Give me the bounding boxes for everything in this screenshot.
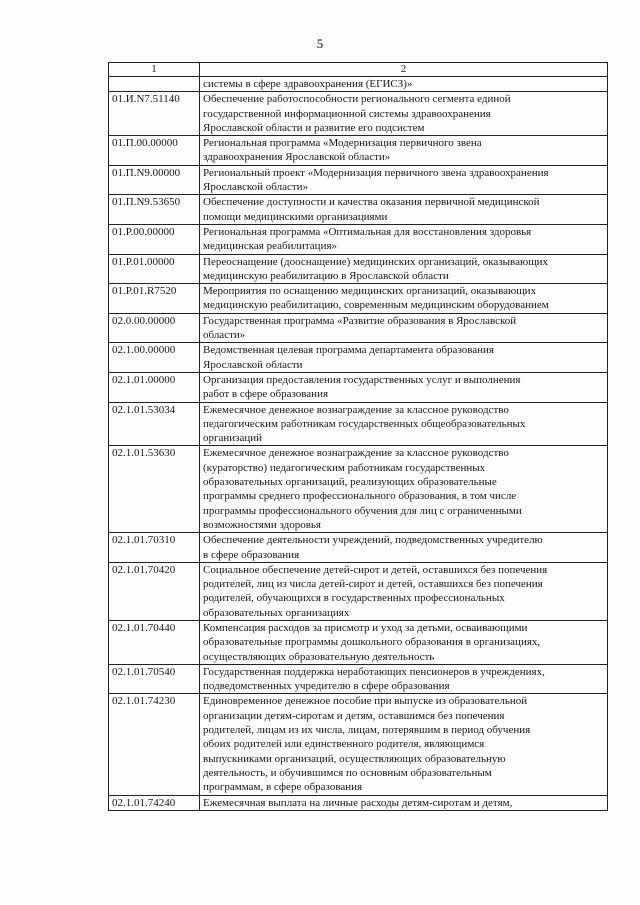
description-line: Обеспечение деятельности учреждений, подведомственных учредителю [203,534,543,547]
expense-description [200,136,608,166]
description-line: Компенсация расходов за присмотр и уход за детьми, осваивающими [203,621,528,634]
budget-code: 02.1.01.53630 [109,446,200,533]
description-line: организации детям-сиротам и детям, оставшимся без попечения [203,709,505,722]
description-line: Региональный проект «Модернизация первичного звена здравоохранения [203,166,549,179]
expense-description [200,402,608,446]
expense-description [200,694,608,795]
table-row [109,402,608,446]
budget-code: 01.Р.00.00000 [109,224,200,254]
description-line: Региональная программа «Оптимальная для восстановления здоровья [203,225,532,238]
budget-code: 01.Р.01.R7520 [109,284,200,314]
expense-description [200,224,608,254]
description-line: родителей, лиц из числа детей-сирот и детей, оставшихся без попечения [203,578,543,591]
description-line: системы в сфере здравоохранения (ЕГИСЗ)» [203,78,413,90]
description-line: медицинскую реабилитацию, современным медицинским оборудованием [203,299,549,312]
expense-description [200,92,608,136]
table-row [109,284,608,314]
expense-description [200,446,608,533]
table-row [109,533,608,563]
description-line: Переоснащение (дооснащение) медицинских организаций, оказывающих [203,255,549,268]
expense-description [200,165,608,195]
description-line: выпускниками организаций, осуществляющих образовательную [203,752,506,765]
table-row [109,195,608,225]
description-line: Организация предоставления государственных услуг и выполнения [203,373,521,386]
description-line: медицинская реабилитация» [203,240,338,253]
description-line: обоих родителей или единственного родителя, являющимся [203,738,485,751]
budget-code: 02.1.01.70440 [109,620,200,664]
table-row [109,446,608,533]
description-line: в сфере образования [203,548,300,561]
expense-description [200,254,608,284]
description-line: Ежемесячное денежное вознаграждение за классное руководство [203,403,509,416]
description-line: государственной информационной системы здравоохранения [203,107,491,120]
table-row [109,313,608,343]
description-line: Единовременное денежное пособие при выпуске из образовательной [203,695,528,708]
description-line: программам, в сфере образования [203,781,363,794]
description-line: Ежемесячная выплата на личные расходы детям-сиротам и детям, [203,796,513,809]
description-line: Обеспечение доступности и качества оказания первичной медицинской [203,196,540,209]
description-line: образовательные программы дошкольного образования в организациях, [203,636,541,649]
description-line: здравоохранения Ярославской области» [203,151,391,164]
column-header: 2 [200,63,608,77]
table-row [109,620,608,664]
budget-code: 01.И.N7.51140 [109,92,200,136]
budget-code [109,77,200,92]
budget-code: 01.Р.01.00000 [109,254,200,284]
table-row [109,136,608,166]
description-line: Ведомственная целевая программа департамента образования [203,344,494,357]
budget-code: 02.1.01.74230 [109,694,200,795]
table-row [109,372,608,402]
budget-codes-table [108,62,608,811]
description-line: Региональная программа «Модернизация первичного звена [203,137,482,150]
budget-code: 01.П.00.00000 [109,136,200,166]
description-line: осуществляющих образовательную деятельность [203,650,435,663]
description-line: деятельность, и обучившимся по основным образовательным [203,766,492,779]
table-row [109,254,608,284]
description-line: работ в сфере образования [203,388,329,401]
expense-description [200,284,608,314]
budget-code: 01.П.N9.53650 [109,195,200,225]
description-line: возможностями здоровья [203,518,321,531]
budget-code: 02.1.01.70420 [109,562,200,620]
expense-description [200,533,608,563]
description-line: родителей, лицам из их числа, лицам, потерявшим в период обучения [203,724,531,737]
expense-description [200,664,608,694]
description-line: организаций [203,432,263,445]
description-line: Мероприятия по оснащению медицинских организаций, оказывающих [203,285,537,298]
description-line: образовательных организациях [203,606,350,619]
table-row [109,694,608,795]
description-line: Ярославской области» [203,181,309,194]
description-line: Обеспечение работоспособности регионального сегмента единой [203,93,511,106]
budget-code: 01.П.N9.00000 [109,165,200,195]
table-row [109,92,608,136]
description-line: области» [203,329,246,342]
description-line: Ярославской области и развитие его подсистем [203,121,425,134]
table-row [109,165,608,195]
page-number: 5 [316,36,324,51]
budget-code: 02.1.00.00000 [109,343,200,373]
budget-code: 02.1.01.74240 [109,795,200,810]
expense-description [200,372,608,402]
expense-description [200,562,608,620]
description-line: Государственная поддержка неработающих пенсионеров в учреждениях, [203,665,545,678]
description-line: подведомственных учредителю в сфере образования [203,680,450,693]
description-line: (кураторство) педагогическим работникам государственных [203,461,486,474]
description-line: медицинскую реабилитацию в Ярославской области [203,269,449,282]
table-row [109,77,608,92]
description-line: родителей, обучающихся в государственных профессиональных [203,592,505,605]
description-line: Социальное обеспечение детей-сирот и детей, оставшихся без попечения [203,563,548,576]
table-row [109,224,608,254]
budget-code: 02.1.01.70310 [109,533,200,563]
table-row [109,664,608,694]
description-line: Государственная программа «Развитие образования в Ярославской [203,314,517,327]
budget-code: 02.1.01.70540 [109,664,200,694]
description-line: Ежемесячное денежное вознаграждение за классное руководство [203,447,509,460]
expense-description [200,620,608,664]
table-header-row [109,63,608,77]
description-line: программы профессионального обучения для лиц с ограниченными [203,504,522,517]
description-line: педагогическим работникам государственных общеобразовательных [203,417,526,430]
description-line: Ярославской области [203,358,303,371]
table-row [109,795,608,810]
table-row [109,562,608,620]
budget-code: 02.1.01.53034 [109,402,200,446]
budget-code: 02.0.00.00000 [109,313,200,343]
description-line: образовательных организаций, реализующих образовательные [203,476,497,489]
expense-description [200,795,608,810]
expense-description [200,77,608,92]
expense-description [200,313,608,343]
table-row [109,343,608,373]
column-header: 1 [109,63,200,77]
description-line: программы среднего профессионального образования, в том числе [203,490,517,503]
description-line: помощи медицинскими организациями [203,210,388,223]
expense-description [200,343,608,373]
expense-description [200,195,608,225]
budget-code: 02.1.01.00000 [109,372,200,402]
